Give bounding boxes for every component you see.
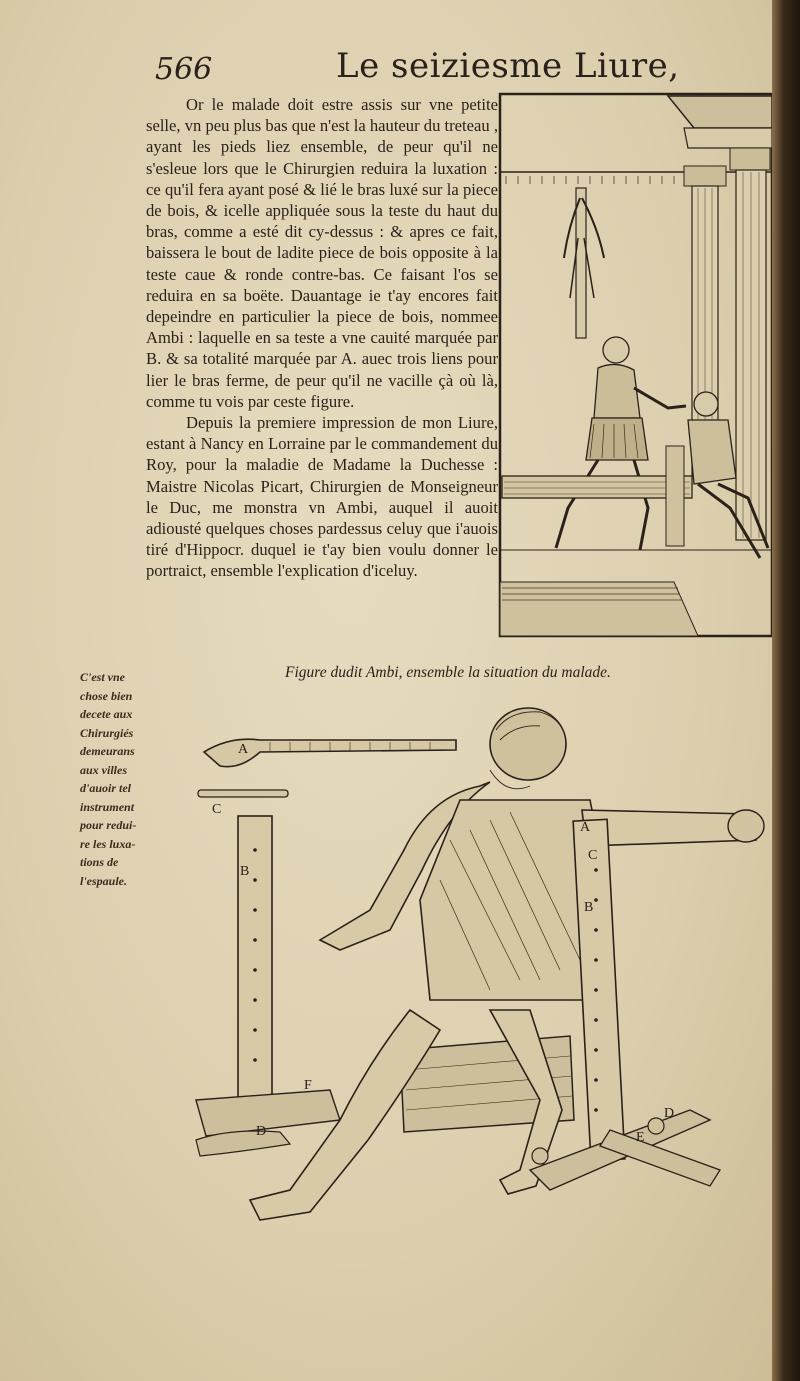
running-head: Le seiziesme Liure, bbox=[336, 46, 680, 86]
figure-caption: Figure dudit Ambi, ensemble la situation du malade. bbox=[285, 664, 611, 681]
margin-note-line: tions de bbox=[80, 855, 119, 869]
main-text-column bbox=[146, 94, 498, 582]
margin-note-line: pour redui- bbox=[80, 818, 137, 832]
paragraph-1: Or le malade doit estre assis sur vne petite selle, vn peu plus bas que n'est la hauteur du treteau , ayant les pieds liez ensemble, de peur qu'il ne s'esleue lors que le Chirurgien reduira la luxation : ce qu'il fera ayant posé & lié le bras luxé sur la piece de bois, & icelle appliquée sous la teste du haut du bras, comme a esté dit cy-dessus : & apres ce fait, baissera le bout de ladite piece de bois opposite à la teste caue & ronde contre-bas. Ce faisant l'os se reduira en sa boëte. Dauantage ie t'ay encores fait depeindre en particulier la piece de bois, nommee Ambi : laquelle en sa teste a vne cauité marquée par B. & sa totalité marquée par A. auec trois liens pour lier le bras ferme, de peur qu'il ne vacille çà où là, comme tu vois par ceste figure. bbox=[146, 95, 498, 411]
figure-letter-b: B bbox=[240, 864, 250, 879]
figure-letter-c: C bbox=[588, 848, 598, 863]
margin-note-line: demeurans bbox=[80, 744, 135, 758]
woodcut-reduction-scene bbox=[498, 88, 774, 640]
margin-note-line: l'espaule. bbox=[80, 873, 127, 888]
figure-letter-b: B bbox=[584, 900, 594, 915]
paragraph-2: Depuis la premiere impression de mon Liure, estant à Nancy en Lorraine par le commandement du Roy, pour la maladie de Madame la Duchesse : Maistre Nicolas Picart, Chirurgien de Monseigneur le Duc, me monstra vn Ambi, auquel il auoit adiousté quelques choses pardessus celuy que i'auois tiré d'Hippocr. duquel ie t'ay bien voulu donner le portraict, ensemble l'explication d'iceluy. bbox=[146, 413, 498, 581]
woodcut-ambi-apparatus bbox=[190, 700, 770, 1230]
margin-note-line: d'auoir tel bbox=[80, 781, 132, 795]
book-spine-shadow bbox=[772, 0, 800, 1381]
figure-letter-c: C bbox=[212, 802, 222, 817]
figure-letter-d: D bbox=[664, 1106, 675, 1121]
figure-letter-e: E bbox=[636, 1130, 645, 1145]
margin-note-line: chose bien bbox=[80, 688, 133, 703]
page-number: 566 bbox=[155, 52, 213, 87]
margin-note-line: decete aux bbox=[80, 707, 133, 721]
margin-note-line: aux villes bbox=[80, 762, 127, 777]
figure-letter-a: A bbox=[238, 742, 249, 757]
margin-note-line: instrument bbox=[80, 799, 135, 814]
margin-note-line: re les luxa- bbox=[80, 836, 136, 851]
figure-letter-a: A bbox=[580, 820, 591, 835]
figure-letter-d: D bbox=[256, 1124, 267, 1139]
figure-letter-f: F bbox=[304, 1078, 312, 1093]
margin-note-line: Chirurgiés bbox=[80, 725, 134, 740]
margin-note-line: C'est vne bbox=[80, 670, 125, 684]
margin-note bbox=[80, 668, 152, 890]
